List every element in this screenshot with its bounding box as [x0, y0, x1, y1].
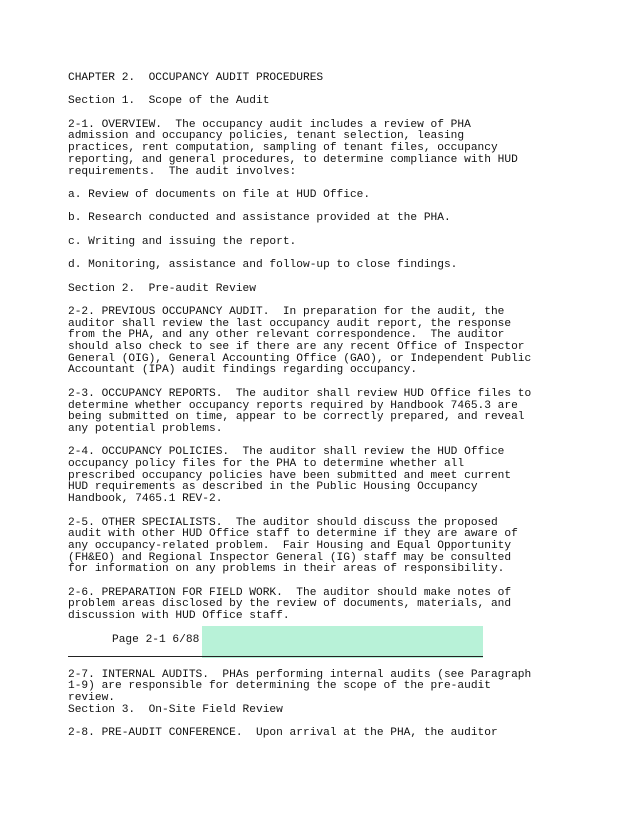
footer-highlight [202, 626, 483, 658]
paragraph-2-6: 2-6. PREPARATION FOR FIELD WORK. The auditor should make notes of problem areas disclosed by the review of documents, materials, and discussion with HUD Office staff. [68, 586, 512, 623]
section-1-heading: Section 1. Scope of the Audit [68, 95, 270, 108]
paragraph-2-2: 2-2. PREVIOUS OCCUPANCY AUDIT. In preparation for the audit, the auditor shall review the last occupancy audit report, the response from the PHA, and any other relevant correspondence. The auditor should also check to see if there are any recent Office of Inspector General (OIG), General Accounting Office (GAO), or Independent Public Accountant (IPA) audit findings regarding occupancy. [68, 305, 532, 377]
paragraph-2-7: 2-7. INTERNAL AUDITS. PHAs performing internal audits (see Paragraph 1-9) are responsible for determining the scope of the pre-audit review. [68, 668, 532, 704]
page-footer [68, 626, 538, 658]
paragraph-2-3: 2-3. OCCUPANCY REPORTS. The auditor shall review HUD Office files to determine whether occupancy reports required by Handbook 7465.3 are being submitted on time, appear to be correctly prepared, and reveal any potential problems. [68, 387, 532, 435]
footer-divider [68, 656, 483, 657]
list-item-b: b. Research conducted and assistance provided at the PHA. [68, 212, 451, 225]
section-2-heading: Section 2. Pre-audit Review [68, 282, 256, 295]
paragraph-2-5: 2-5. OTHER SPECIALISTS. The auditor should discuss the proposed audit with other HUD Office staff to determine if they are aware of any occupancy-related problem. Fair Housing and Equal Opportunity (FH&EO) and Regional Inspector General (IG) staff may be consulted for information on any problems in their areas of responsibility. [68, 516, 518, 576]
list-item-d: d. Monitoring, assistance and follow-up to close findings. [68, 259, 458, 272]
paragraph-2-4: 2-4. OCCUPANCY POLICIES. The auditor shall review the HUD Office occupancy policy files for the PHA to determine whether all prescribed occupancy policies have been submitted and meet current HUD requirements as described in the Public Housing Occupancy Handbook, 7465.1 REV-2. [68, 446, 512, 506]
section-3-heading: Section 3. On-Site Field Review [68, 703, 283, 716]
chapter-title: CHAPTER 2. OCCUPANCY AUDIT PROCEDURES [68, 72, 324, 84]
list-item-c: c. Writing and issuing the report. [68, 235, 297, 248]
paragraph-2-8: 2-8. PRE-AUDIT CONFERENCE. Upon arrival at the PHA, the auditor [68, 727, 498, 740]
list-item-a: a. Review of documents on file at HUD Office. [68, 188, 371, 201]
paragraph-2-1: 2-1. OVERVIEW. The occupancy audit includes a review of PHA admission and occupancy policies, tenant selection, leasing practices, rent computation, sampling of tenant files, occupancy reporting, and general procedures, to determine compliance with HUD requirements. The audit involves: [68, 118, 518, 178]
footer-page-number: Page 2-1 6/88 [112, 633, 200, 646]
document-page [68, 73, 538, 740]
